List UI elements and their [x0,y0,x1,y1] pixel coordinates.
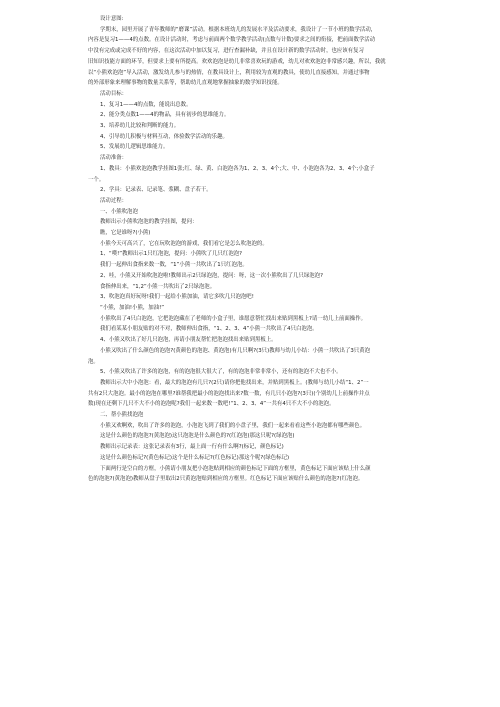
text-line: 小熊又欢啊欢，吹出了许多的泡泡，小泡泡飞到了我们的小盘子里，我们一起来看看这些小泡泡都有哪些颜色。 [100,422,366,429]
text-line: 1、复习1——4的点数，能说出总数。 [100,101,192,108]
text-line: 小熊又吹出了什么颜色的泡泡?(黄颜色的泡泡、黄泡泡)有几只啊?(3只)教师与幼儿小结：小熊一共吹出了3只黄泡 [100,347,371,354]
text-line: 2、哇，小熊又开始吹泡泡啦!教师出示2只绿泡泡，提问：呀，这一次小熊吹出了几只绿泡泡? [100,272,323,279]
text-line: 旧知识技能方面的环节，但要求上要有所提高。欢欢泡泡是幼儿非常喜欢玩的游戏，幼儿对欢欢泡泡非常感兴趣，所以，我就 [88,58,386,65]
text-line: 一、小熊吹泡泡 [100,208,138,215]
text-line: 二、帮小熊找泡泡 [100,412,144,419]
text-line: 5、小熊又吹出了许多的泡泡，有的泡泡很大很大了，有的泡泡非常非常小，还有的泡泡不大也不小。 [100,369,342,376]
text-line: 中没有完成或完成不好的内容，在这次活动中加以复习，进行查漏补缺，并且在设计新的数学活动时，也应该有复习 [88,48,364,55]
text-line: 泡。 [88,358,99,365]
text-line: 内容是复习1——4的点数。在设计活动时，考虑与前面两个数学教学活动(点数与计数)要求之间的衔接，把前面数学活动 [88,37,376,44]
document-body [88,14,456,485]
text-line: 共有2只大泡泡。最小的泡泡在哪里?谁帮我把最小的泡泡找出来?数一数，有几只小泡泡?(3只)(个别幼儿上前操作并点 [88,390,370,397]
text-line: 3、吹泡泡真好玩呀!我们一起给小熊加油，请它多吹几只泡泡吧! [100,294,254,301]
text-line: 这是什么颜色标记?(黄色标记)这个是什么标记?(红色标记)那这个呢?(绿色标记) [100,454,290,461]
text-line: 活动过程： [100,197,128,204]
text-line: 教师出示记录表：这张记录表有3行，最上面一行有什么啊?(标记，颜色标记) [100,444,284,451]
text-line: 设计意图: [100,16,124,22]
text-line: “小熊，加油!小熊，加油!” [100,304,165,311]
text-line: 这是什么颜色的泡泡?(黄泡泡)这只泡泡是什么颜色的?(红泡泡)那这只呢?(绿泡泡) [100,433,295,440]
text-line: 5、发展幼儿逻辑思维能力。 [100,144,169,151]
text-line: 2、能分类点数1——4的物品，具有初步的思维能力。 [100,112,230,119]
text-line: 一个。 [88,176,105,183]
text-line: 4、小熊又吹出了好几只泡泡，再请小朋友帮忙把泡泡找出来贴到黑板上。 [100,337,277,344]
text-line: 瞧，它是谁呀?(小熊) [100,230,151,237]
text-line: 教师出示小熊吹泡泡的教学挂图，提问： [100,219,198,226]
text-line: 小熊吹出了4只白泡泡，它把泡泡藏在了老师的小盒子里，谁愿意帮忙找出来贴到黑板上?请一幼儿上前面操作。 [100,315,367,322]
text-line: 活动目标： [100,90,128,97]
text-line: 1、“噗!”教师出示1只红泡泡，提问：小熊吹了几只红泡泡? [100,251,243,258]
text-line: 小熊今天可高兴了，它在玩吹泡泡的游戏，我们看它是怎么吹泡泡的。 [100,240,268,247]
text-line: 1、教具：小熊欢泡泡教学挂图1张;红、绿、黄、白泡泡各为1、2、3、4个;大、中、小泡泡各为2、3、4个;小盒子 [100,165,375,172]
text-line: 以“小熊欢泡泡”导入活动，激发幼儿参与的热情，在教具设计上，利用较为直观的教具，使幼儿直接感知，并通过事物 [88,69,370,76]
text-line: 活动准备： [100,155,128,162]
text-line: 的外部形象来理解事物的数量关系等，帮助幼儿直观地掌握抽象的数学知识技能。 [88,80,283,87]
text-line: 学期末，园里开展了青年教师的“磨课”活动。根据本班幼儿的发展水平及活动要求，我设计了一节小班的数学活动， [100,26,377,33]
text-line: 3、培养幼儿比较和判断的能力。 [100,123,180,130]
text-line: 色的泡泡?(黄泡泡)教师从盘子里取出2只黄泡泡贴到相应的方框里。红色标记下面应该贴什么颜色的泡泡?(红泡泡。 [88,476,364,483]
text-line: 食指伸出来，“1,2”小熊一共吹出了2只绿泡泡。 [100,283,216,290]
text-line: 我们一起伸出食指来数一数，“1”小熊一共吹出了1只红泡泡。 [100,262,248,269]
text-line: 教师出示大中小泡泡：看，最大的泡泡有几只?(2只)请你把他找出来，并贴到黑板上。(教师与幼儿小结“1、2”一 [100,379,369,386]
text-line: 数)现在还剩下几只不大不小的泡泡呢?我们一起来数一数吧!“1、2、3、4”一共有4只不大不小的泡泡。 [88,401,335,408]
text-line: 我们看某某小朋友贴的对不对，教师伸出食指，“1、2、3、4”小熊一共吹出了4只白泡泡。 [100,326,318,333]
text-line: 4、引导幼儿积极与材料互动，体验数学活动的乐趣。 [100,133,228,140]
text-line: 2、学具：记录表、记录笔、浆糊、盘子若干。 [100,187,212,194]
text-line: 下面两行是空白的方框，小熊请小朋友把小泡泡贴到相应的颜色标记下面的方框里，黄色标记下面应该贴上什么颜 [100,465,371,472]
